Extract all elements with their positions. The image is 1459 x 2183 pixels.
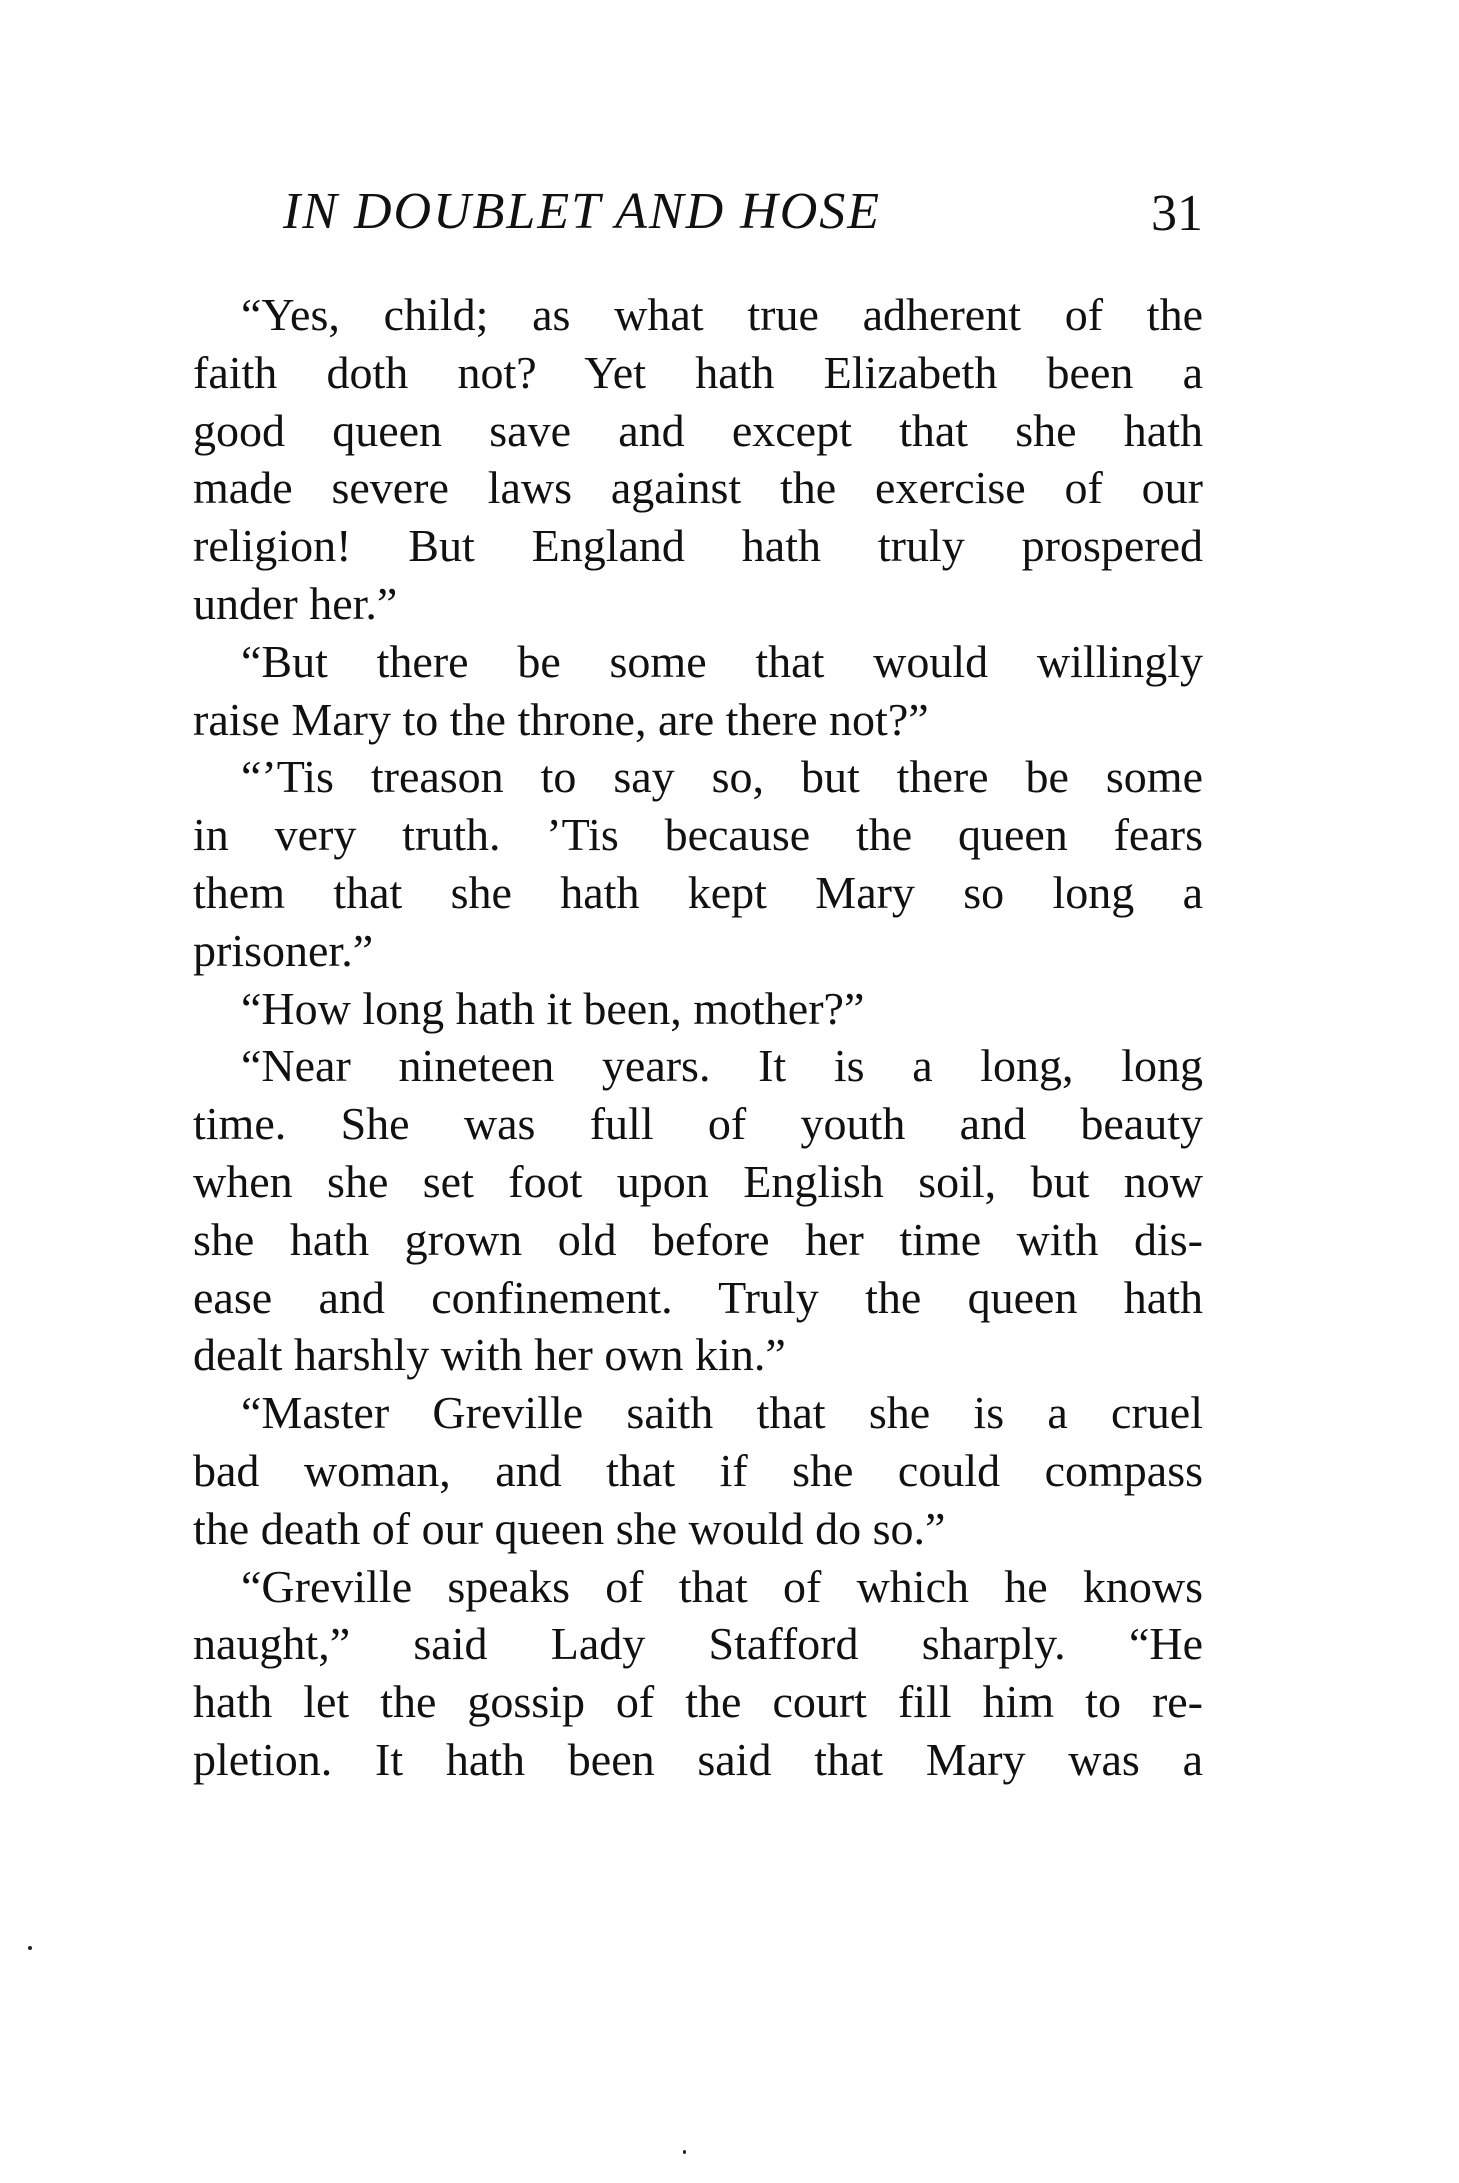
text-line: time. She was full of youth and beauty	[193, 1098, 1203, 1150]
text-line: prisoner.”	[193, 924, 374, 976]
scan-speck	[28, 1946, 32, 1950]
scan-speck	[683, 2150, 686, 2154]
text-line: in very truth. ’Tis because the queen fears	[193, 809, 1203, 861]
text-line: dealt harshly with her own kin.”	[193, 1329, 786, 1381]
text-line: the death of our queen she would do so.”	[193, 1502, 946, 1554]
text-line: “Yes, child; as what true adherent of the	[241, 289, 1203, 340]
text-line: “Near nineteen years. It is a long, long	[241, 1040, 1203, 1092]
running-title: IN DOUBLET AND HOSE	[283, 183, 882, 240]
text-line: pletion. It hath been said that Mary was a	[193, 1733, 1203, 1785]
text-line: them that she hath kept Mary so long a	[193, 866, 1203, 918]
body-text	[193, 286, 1203, 1789]
text-line: she hath grown old before her time with dis-	[193, 1213, 1203, 1265]
text-line: hath let the gossip of the court fill him to re-	[193, 1676, 1203, 1728]
text-line: made severe laws against the exercise of our	[193, 462, 1203, 514]
text-line: “But there be some that would willingly	[241, 635, 1203, 687]
text-line: under her.”	[193, 577, 398, 629]
text-line: naught,” said Lady Stafford sharply. “He	[193, 1618, 1203, 1670]
text-line: “Greville speaks of that of which he knows	[241, 1560, 1203, 1612]
text-line: when she set foot upon English soil, but now	[193, 1155, 1203, 1207]
text-line: “Master Greville saith that she is a cruel	[241, 1387, 1203, 1439]
text-line: good queen save and except that she hath	[193, 404, 1203, 456]
text-line: faith doth not? Yet hath Elizabeth been a	[193, 346, 1203, 398]
page-header	[283, 182, 1203, 252]
text-line: “’Tis treason to say so, but there be some	[241, 751, 1203, 803]
page-number: 31	[1151, 185, 1203, 242]
text-line: raise Mary to the throne, are there not?”	[193, 693, 929, 745]
text-line: “How long hath it been, mother?”	[241, 982, 865, 1034]
text-line: ease and confinement. Truly the queen hath	[193, 1271, 1203, 1323]
text-line: religion! But England hath truly prospered	[193, 520, 1203, 572]
text-line: bad woman, and that if she could compass	[193, 1444, 1203, 1496]
